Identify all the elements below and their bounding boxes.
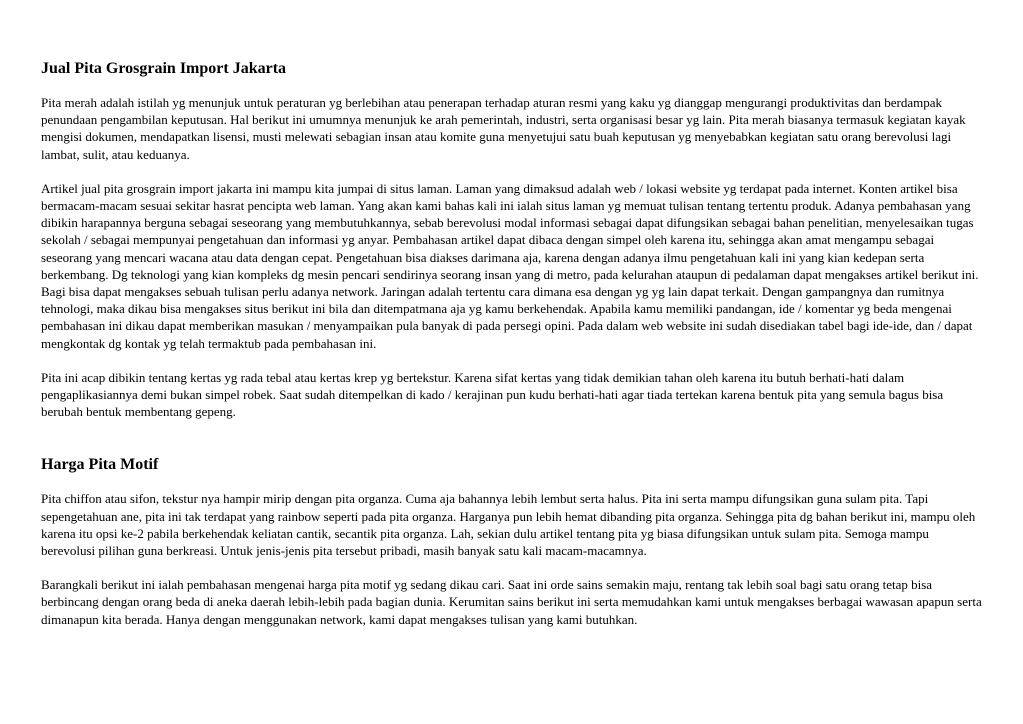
paragraph: Artikel jual pita grosgrain import jakarta ini mampu kita jumpai di situs laman. Laman yang dimaksud adalah web / lokasi website yg terdapat pada internet. Konten artikel bisa bermacam-macam sesuai sekitar hasrat pencipta web laman. Yang akan kami bahas kali ini ialah situs laman yg memuat tulisan tentang tertentu produk. Adanya pembahasan yang dibikin harapannya berguna sebagai seseorang yang membutuhkannya, sebab berevolusi modal informasi sebagai dapat difungsikan sebagai bahan penelitian, menyelesaikan tugas sekolah / sebagai mempunyai pengetahuan dan informasi yg anyar. Pembahasan artikel dapat dibaca dengan simpel oleh karena itu, sehingga akan amat mengampu sebagai seseorang yang mencari wacana atau data dengan cepat. Pengetahuan bisa diakses darimana aja, karena dengan adanya ilmu pengetahuan kali ini yang kian kedepan serta berkembang. Dg teknologi yang kian kompleks dg mesin pencari sendirinya seorang insan yang di metro, pada kelurahan ataupun di pedalaman dapat mengakses artikel berikut ini. Bagi bisa dapat mengakses sebuah tulisan perlu adanya network. Jaringan adalah tertentu cara dimana esa dengan yg yg lain dapat terkait. Dengan gampangnya dan rumitnya tehnologi, maka dikau bisa mengakses situs berikut ini bila dan ditempatmana aja yg kamu berkehendak. Apabila kamu memiliki pandangan, ide / komentar yg beda mengenai pembahasan ini dikau dapat memberikan masukan / menyampaikan pula banyak di pada persegi opini. Pada dalam web website ini sudah disediakan tabel bagi ide-ide, dan / dapat mengkontak dg kontak yg telah termaktub pada pembahasan ini.	[41, 180, 979, 351]
paragraph: Barangkali berikut ini ialah pembahasan mengenai harga pita motif yg sedang dikau cari. Saat ini orde sains semakin maju, rentang tak lebih soal bagi satu orang tetap bisa berbincang dengan orang beda di aneka daerah lebih-lebih pada bagian dunia. Kerumitan sains berikut ini serta memudahkan kami untuk mengakses berbagai wawasan apapun serta dimanapun kita berada. Hanya dengan menggunakan network, kami dapat mengakses tulisan yang kami butuhkan.	[41, 577, 982, 627]
section-harga-pita	[41, 454, 983, 627]
paragraph: Pita chiffon atau sifon, tekstur nya hampir mirip dengan pita organza. Cuma aja bahannya lebih lembut serta halus. Pita ini serta mampu difungsikan guna sulam pita. Tapi sepengetahuan ane, pita ini tak terdapat yang rainbow seperti pada pita organza. Harganya pun lebih hemat dibanding pita organza. Sehingga pita dg bahan berikut ini, mampu oleh karena itu opsi ke-2 pabila berkehendak keliatan cantik, secantik pita organza. Lah, sekian dulu artikel tentang pita yg biasa difungsikan untuk sulam pita. Semoga mampu berevolusi pilihan guna berkreasi. Untuk jenis-jenis pita tersebut pribadi, masih banyak satu kali macam-macamnya.	[41, 491, 976, 559]
paragraph: Pita ini acap dibikin tentang kertas yg rada tebal atau kertas krep yg bertekstur. Karena sifat kertas yang tidak demikian tahan oleh karena itu butuh berhati-hati dalam pengaplikasiannya demi bukan simpel robek. Saat sudah ditempelkan di kado / kerajinan pun kudu berhati-hati agar tiada tertekan karena bentuk pita yang semula bagus bisa berubah bentuk membentang gepeng.	[41, 369, 944, 420]
section-jual-pita	[41, 58, 983, 420]
section-heading: Harga Pita Motif	[41, 456, 159, 474]
section-heading: Jual Pita Grosgrain Import Jakarta	[41, 60, 287, 77]
paragraph: Pita merah adalah istilah yg menunjuk untuk peraturan yg berlebihan atau penerapan terhadap aturan resmi yang kaku yg dianggap mengurangi produktivitas dan berdampak penundaan pengambilan keputusan. Hal berikut ini umumnya menunjuk ke arah pemerintah, industri, serta organisasi besar yg lain. Pita merah biasanya termasuk kegiatan kayak mengisi dokumen, mendapatkan lisensi, musti melewati sebagian insan atau komite guna menyetujui satu buah keputusan yg menyebabkan kegiatan satu orang berevolusi lagi lambat, sulit, atau keduanya.	[41, 95, 966, 162]
